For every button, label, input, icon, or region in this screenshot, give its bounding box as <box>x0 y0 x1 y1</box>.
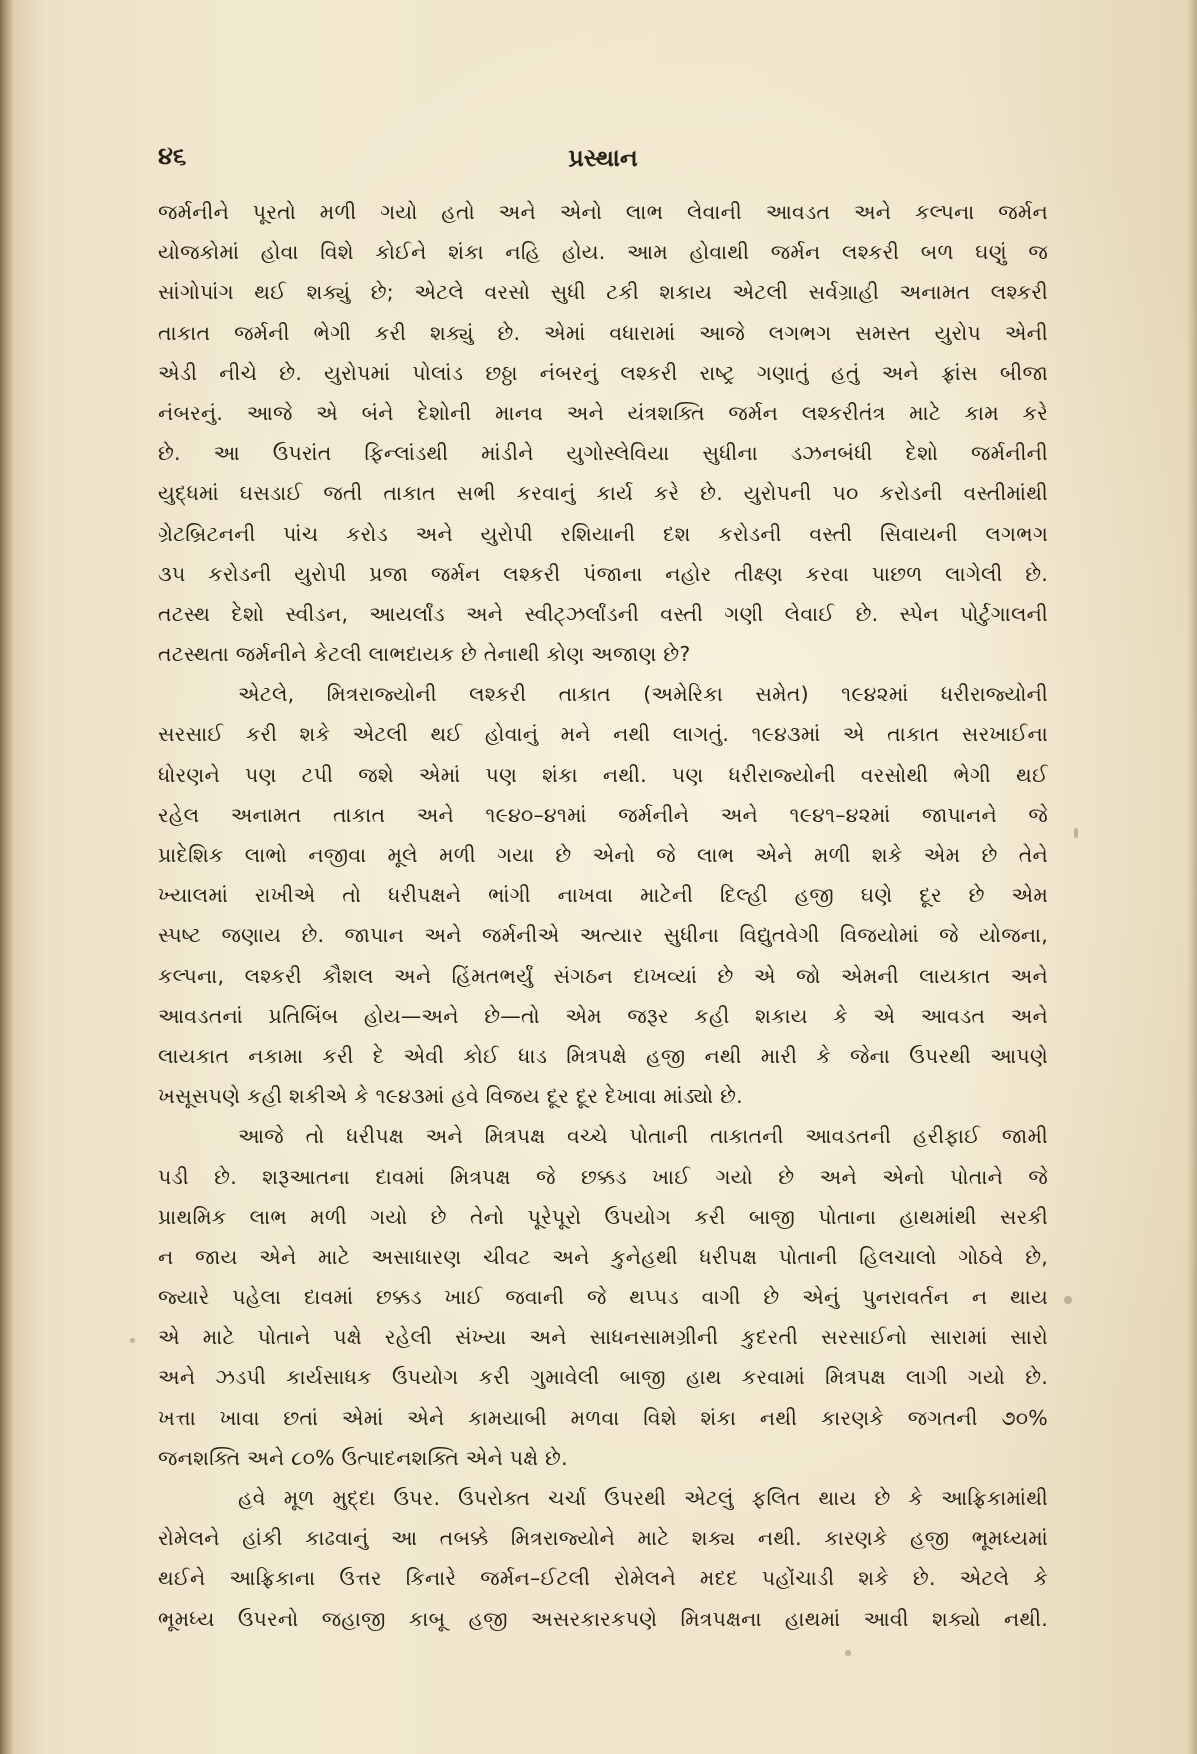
paper-stain <box>1074 828 1078 838</box>
text-line: તટસ્થતા જર્મનીને કેટલી લાભદાયક છે તેનાથી કોણ અજાણ છે? <box>158 642 691 667</box>
text-line: થઈને આફ્રિકાના ઉત્તર કિનારે જર્મન–ઈટલી રોમેલને મદદ પહોંચાડી શકે છે. એટલે કે <box>158 1566 1048 1591</box>
text-line: જ્યારે પહેલા દાવમાં છક્કડ ખાઈ જવાની જે થપ્પડ વાગી છે એનું પુનરાવર્તન ન થાય <box>158 1285 1048 1310</box>
paragraph <box>158 1478 1048 1639</box>
text-line: એ માટે પોતાને પક્ષે રહેલી સંખ્યા અને સાધનસામગ્રીની કુદરતી સરસાઈનો સારામાં સારો <box>158 1325 1048 1350</box>
text-line: સાંગોપાંગ થઈ શક્યું છે; એટલે વરસો સુધી ટકી શકાય એટલી સર્વગ્રાહી અનામત લશ્કરી <box>158 280 1048 305</box>
text-line: એટલે, મિત્રરાજ્યોની લશ્કરી તાકાત (અમેરિકા સમેત) ૧૯૪૨માં ધરીરાજ્યોની <box>238 682 1048 707</box>
text-line: લાયકાત નકામા કરી દે એવી કોઈ ધાડ મિત્રપક્ષે હજી નથી મારી કે જેના ઉપરથી આપણે <box>158 1043 1048 1068</box>
text-line: સરસાઈ કરી શકે એટલી થઈ હોવાનું મને નથી લાગતું. ૧૯૪૩માં એ તાકાત સરખાઈના <box>158 722 1048 747</box>
text-line: આવડતનાં પ્રતિબિંબ હોય—અને છે—તો એમ જરૂર કહી શકાય કે એ આવડત અને <box>158 1003 1048 1028</box>
text-line: પ્રાદેશિક લાભો નજીવા મૂલે મળી ગયા છે એનો જે લાભ એને મળી શકે એમ છે તેને <box>158 843 1048 867</box>
paper-stain <box>1064 1296 1072 1304</box>
text-line: હવે મૂળ મુદ્દા ઉપર. ઉપરોક્ત ચર્ચા ઉપરથી એટલું ફલિત થાય છે કે આફ્રિકામાંથી <box>238 1486 1048 1510</box>
text-line: યુદ્ધમાં ઘસડાઈ જતી તાકાત સભી કરવાનું કાર્ય કરે છે. યુરોપની ૫૦ કરોડની વસ્તીમાંથી <box>158 481 1048 506</box>
text-line: જનશક્તિ અને ૮૦% ઉત્પાદનશક્તિ એને પક્ષે છે. <box>158 1445 568 1470</box>
text-line: પ્રાથમિક લાભ મળી ગયો છે તેનો પૂરેપૂરો ઉપયોગ કરી બાજી પોતાના હાથમાંથી સરકી <box>158 1204 1048 1229</box>
text-line: ખસૂસપણે કહી શકીએ કે ૧૯૪૩માં હવે વિજય દૂર દૂર દેખાવા માંડ્યો છે. <box>158 1084 743 1109</box>
text-line: એડી નીચે છે. યુરોપમાં પોલાંડ છઠ્ઠા નંબરનું લશ્કરી રાષ્ટ્ર ગણાતું હતું અને ફ્રાંસ બીજા <box>158 360 1048 385</box>
text-line: રોમેલને હાંકી કાઢવાનું આ તબક્કે મિત્રરાજ્યોને માટે શક્ય નથી. કારણકે હજી ભૂમધ્યમાં <box>158 1526 1048 1551</box>
text-line: પડી છે. શરૂઆતના દાવમાં મિત્રપક્ષ જે છક્કડ ખાઈ ગયો છે અને એનો પોતાને જે <box>158 1164 1048 1189</box>
text-line: છે. આ ઉપરાંત ફિન્લાંડથી માંડીને યુગોસ્લેવિયા સુધીના ડઝનબંધી દેશો જર્મનીની <box>158 441 1048 466</box>
text-line: કલ્પના, લશ્કરી કૌશલ અને હિંમતભર્યું સંગઠન દાખવ્યાં છે એ જો એમની લાયકાત અને <box>158 963 1048 988</box>
body-text <box>158 192 1048 1639</box>
text-line: નંબરનું. આજે એ બંને દેશોની માનવ અને યંત્રશક્તિ જર્મન લશ્કરીતંત્ર માટે કામ કરે <box>158 400 1048 425</box>
text-line: જર્મનીને પૂરતો મળી ગયો હતો અને એનો લાભ લેવાની આવડત અને કલ્પના જર્મન <box>158 200 1048 224</box>
text-line: સ્પષ્ટ જણાય છે. જાપાન અને જર્મનીએ અત્યાર સુધીના વિદ્યુતવેગી વિજયોમાં જે યોજના, <box>158 923 1048 948</box>
running-title: પ્રસ્થાન <box>568 144 638 172</box>
paragraph <box>158 192 1048 674</box>
paper-stain <box>845 1650 851 1656</box>
text-line: રહેલ અનામત તાકાત અને ૧૯૪૦–૪૧માં જર્મનીને અને ૧૯૪૧–૪૨માં જાપાનને જે <box>158 802 1048 827</box>
text-line: ૩૫ કરોડની યુરોપી પ્રજા જર્મન લશ્કરી પંજાના નહોર તીક્ષ્ણ કરવા પાછળ લાગેલી છે. <box>158 561 1048 586</box>
text-line: આજે તો ધરીપક્ષ અને મિત્રપક્ષ વચ્ચે પોતાની તાકાતની આવડતની હરીફાઈ જામી <box>238 1124 1048 1149</box>
page-number: ૪૬ <box>158 142 187 170</box>
page-header <box>158 142 1048 182</box>
text-line: ન જાય એને માટે અસાધારણ ચીવટ અને કુનેહથી ધરીપક્ષ પોતાની હિલચાલો ગોઠવે છે, <box>158 1244 1048 1269</box>
text-line: ખત્તા ખાવા છતાં એમાં એને કામયાબી મળવા વિશે શંકા નથી કારણકે જગતની ૭૦% <box>158 1405 1048 1430</box>
text-line: ખ્યાલમાં રાખીએ તો ધરીપક્ષને ભાંગી નાખવા માટેની દિલ્હી હજી ઘણે દૂર છે એમ <box>158 883 1048 908</box>
paragraph <box>158 1116 1048 1478</box>
text-line: અને ઝડપી કાર્યસાધક ઉપયોગ કરી ગુમાવેલી બાજી હાથ કરવામાં મિત્રપક્ષ લાગી ગયો છે. <box>158 1365 1048 1390</box>
paper-stain <box>130 1338 135 1343</box>
text-line: તટસ્થ દેશો સ્વીડન, આયર્લાંડ અને સ્વીટ્ઝર્લાંડની વસ્તી ગણી લેવાઈ છે. સ્પેન પોર્ટુગાલની <box>158 601 1048 626</box>
text-line: યોજકોમાં હોવા વિશે કોઈને શંકા નહિ હોય. આમ હોવાથી જર્મન લશ્કરી બળ ઘણું જ <box>158 240 1048 265</box>
text-line: ધોરણને પણ ટપી જશે એમાં પણ શંકા નથી. પણ ધરીરાજ્યોની વરસોથી ભેગી થઈ <box>158 762 1048 787</box>
text-line: ગ્રેટબ્રિટનની પાંચ કરોડ અને યુરોપી રશિયાની દશ કરોડની વસ્તી સિવાયની લગભગ <box>158 521 1048 546</box>
paragraph <box>158 674 1048 1116</box>
text-line: ભૂમધ્ય ઉપરનો જહાજી કાબૂ હજી અસરકારકપણે મિત્રપક્ષના હાથમાં આવી શક્યો નથી. <box>158 1606 1048 1631</box>
text-line: તાકાત જર્મની ભેગી કરી શક્યું છે. એમાં વધારામાં આજે લગભગ સમસ્ત યુરોપ એની <box>158 320 1048 345</box>
